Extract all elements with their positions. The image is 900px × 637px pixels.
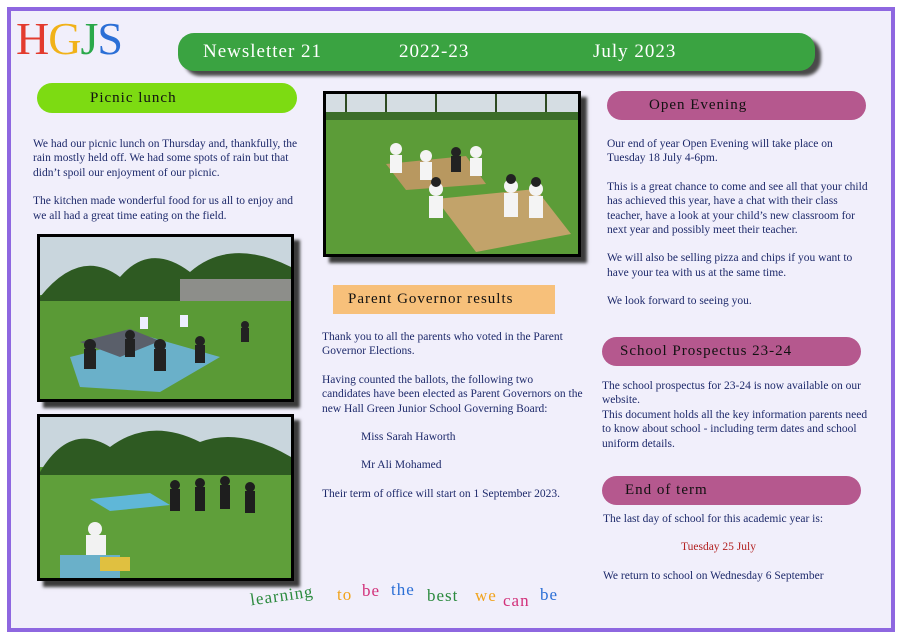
governor-name-2: Mr Ali Mohamed — [361, 459, 442, 472]
governor-text: Thank you to all the parents who voted in the Parent Governor Elections. Having counted the ballots, the following two candidates have been elected as Parent Governors on the new Hall Green Junior School Governing Board: Miss Sarah Haworth Mr Ali Mohamed Their term of office will start on 1 September 2023. — [322, 331, 583, 500]
motto-word: best — [427, 586, 459, 605]
prospectus-text: The school prospectus for 23-24 is now available on our website. This document holds all the key information parents need to know about school - including term dates and school uniform details. — [602, 380, 868, 450]
logo-letter: J — [80, 13, 98, 64]
last-day-date: Tuesday 25 July — [681, 541, 756, 554]
end-of-term-heading: End of term — [602, 476, 861, 505]
motto-word: to — [337, 585, 353, 604]
newsletter-number: Newsletter 21 — [203, 41, 323, 62]
motto-word: we — [475, 586, 497, 605]
open-evening-text: Our end of year Open Evening will take place on Tuesday 18 July 4-6pm. This is a great chance to come and see all that your child has achieved this year, have a chat with their class teacher, have a look at your child’s new classroom for next year and possibly meet their teacher. We will also be selling pizza and chips if you want to have your tea with us at the same time. We look forward to seeing you. — [607, 138, 868, 308]
picnic-group-photo — [323, 91, 581, 257]
motto-word: the — [391, 580, 415, 599]
governor-name-1: Miss Sarah Haworth — [361, 431, 456, 444]
logo-letter: S — [97, 13, 122, 64]
academic-year: 2022-23 — [399, 41, 470, 62]
logo-letter: H — [16, 13, 49, 64]
motto-word: learning — [248, 581, 315, 610]
issue-month: July 2023 — [593, 41, 677, 62]
motto-word: be — [540, 585, 559, 604]
title-banner — [178, 33, 815, 71]
picnic-text: We had our picnic lunch on Thursday and, thankfully, the rain mostly held off. We had some spots of rain but that didn’t spoil our enjoyment of our picnic. The kitchen made wonderful food for us all to enjoy and we all had a great time eating on the field. — [33, 138, 298, 222]
end-of-term-text: The last day of school for this academic year is: Tuesday 25 July We return to school on Wednesday 6 September — [603, 512, 869, 597]
governor-heading: Parent Governor results — [333, 285, 555, 314]
field-photo — [37, 414, 294, 581]
picnic-photo — [37, 234, 294, 402]
picnic-heading: Picnic lunch — [37, 83, 297, 113]
prospectus-heading: School Prospectus 23-24 — [602, 337, 861, 366]
motto-word: can — [503, 591, 530, 610]
school-logo — [16, 13, 122, 64]
open-evening-heading: Open Evening — [607, 91, 866, 120]
logo-letter: G — [48, 13, 81, 64]
motto-word: be — [362, 581, 381, 600]
